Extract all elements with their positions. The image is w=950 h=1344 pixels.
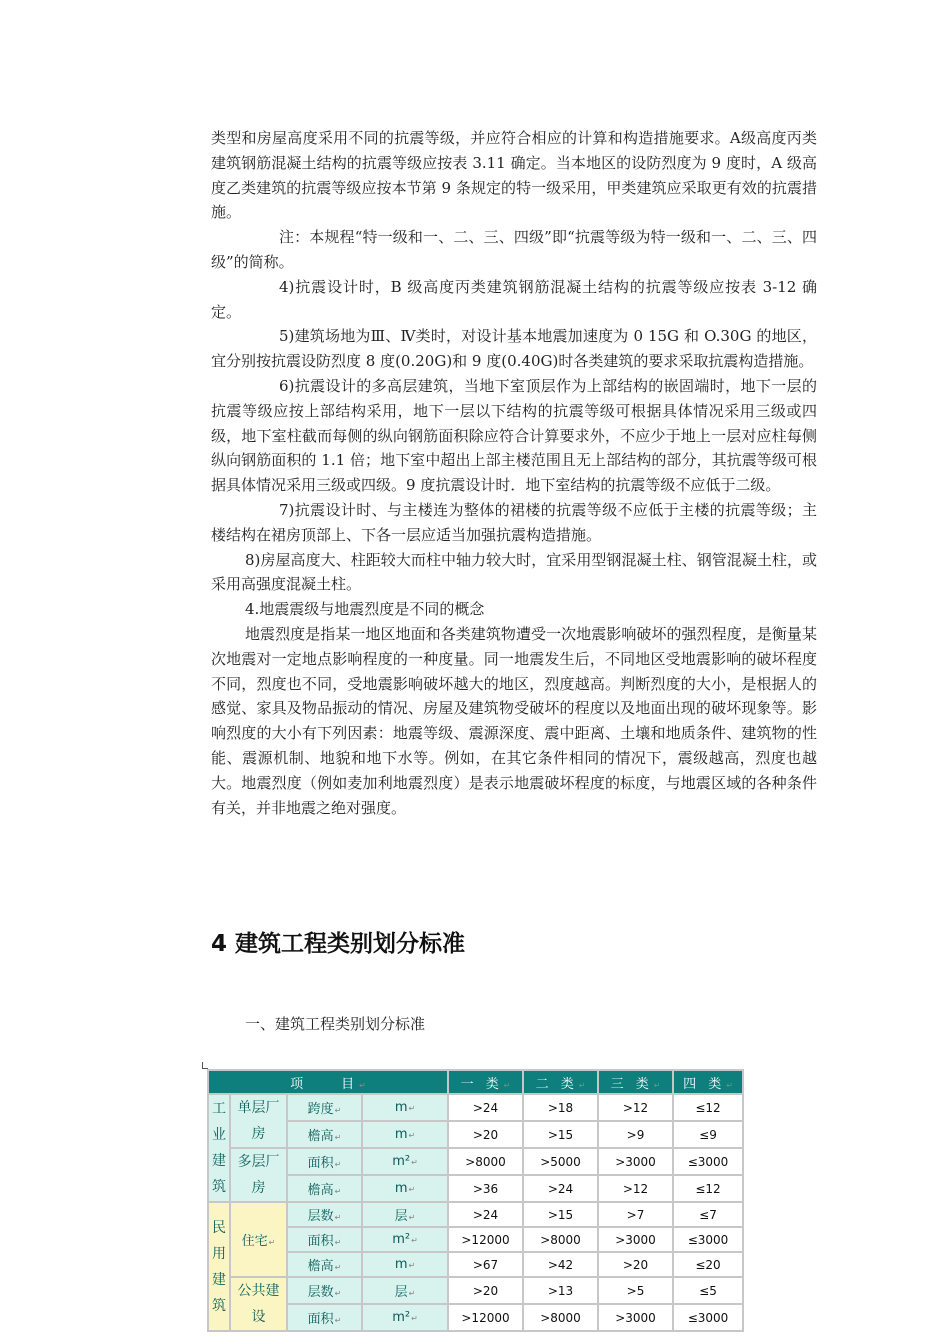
cell: ≤3000 <box>673 1227 743 1252</box>
cell: >20 <box>598 1252 673 1277</box>
cell: ≤12 <box>673 1175 743 1202</box>
row-item: 檐高↵ <box>287 1121 362 1148</box>
row-item: 面积↵ <box>287 1227 362 1252</box>
header-class-3: 三 类↵ <box>598 1070 673 1094</box>
paragraph: 注：本规程“特一级和一、二、三、四级”即“抗震等级为特一级和一、二、三、四级”的简称。 <box>211 228 817 271</box>
paragraph: 8)房屋高度大、柱距较大而柱中轴力较大时，宜采用型钢混凝土柱、钢管混凝土柱，或采用高强度混凝土柱。 <box>211 550 817 594</box>
row-unit: m↵ <box>362 1121 448 1148</box>
table-header-row <box>208 1070 743 1094</box>
row-unit: 层↵ <box>362 1277 448 1304</box>
row-item: 跨度↵ <box>287 1094 362 1121</box>
row-unit: m²↵ <box>362 1304 448 1331</box>
cell: ≤7 <box>673 1202 743 1227</box>
row-item: 层数↵ <box>287 1202 362 1227</box>
cell: >7 <box>598 1202 673 1227</box>
cell: ≤9 <box>673 1121 743 1148</box>
paragraph: 地震烈度是指某一地区地面和各类建筑物遭受一次地震影响破坏的强烈程度，是衡量某次地震对一定地点影响程度的一种度量。同一地震发生后，不同地区受地震影响的破坏程度不同，烈度也不同，受地震影响破坏越大的地区，烈度越高。判断烈度的大小，是根据人的感觉、家具及物品振动的情况、房屋及建筑物受破坏的程度以及地面出现的破坏现象等。影响烈度的大小有下列因素：地震等级、震源深度、震中距离、土壤和地质条件、建筑物的性能、震源机制、地貌和地下水等。例如，在其它条件相同的情况下，震级越高，烈度也越大。地震烈度（例如麦加利地震烈度）是表示地震破坏程度的标度，与地震区域的各种条件有关，并非地震之绝对强度。 <box>211 624 817 817</box>
paragraph: 4)抗震设计时，B 级高度丙类建筑钢筋混凝土结构的抗震等级应按表 3-12 确定。 <box>211 277 817 321</box>
body-text <box>211 126 817 820</box>
row-unit: m²↵ <box>362 1227 448 1252</box>
classification-table <box>207 1069 744 1332</box>
row-unit: m↵ <box>362 1252 448 1277</box>
header-class-2: 二 类↵ <box>523 1070 598 1094</box>
group-industrial: 工 业 建 筑 <box>208 1094 230 1202</box>
cell: >5 <box>598 1277 673 1304</box>
cell: >8000 <box>523 1304 598 1331</box>
table-row <box>208 1277 743 1304</box>
cell: ≤20 <box>673 1252 743 1277</box>
cell: >12000 <box>448 1227 523 1252</box>
cell: >3000 <box>598 1304 673 1331</box>
cell: >8000 <box>523 1227 598 1252</box>
cell: ≤3000 <box>673 1148 743 1175</box>
row-unit: m↵ <box>362 1175 448 1202</box>
cell: >3000 <box>598 1227 673 1252</box>
table-row <box>208 1304 743 1331</box>
row-unit: 层↵ <box>362 1202 448 1227</box>
cell: >42 <box>523 1252 598 1277</box>
cell: >12 <box>598 1175 673 1202</box>
cell: >12000 <box>448 1304 523 1331</box>
cell: >5000 <box>523 1148 598 1175</box>
cell: ≤5 <box>673 1277 743 1304</box>
cell: ≤3000 <box>673 1304 743 1331</box>
row-item: 檐高↵ <box>287 1175 362 1202</box>
paragraph: 6)抗震设计的多高层建筑，当地下室顶层作为上部结构的嵌固端时，地下一层的抗震等级应按上部结构采用，地下一层以下结构的抗震等级可根据具体情况采用三级或四级，地下室柱截而每侧的纵向钢筋面积除应符合计算要求外，不应少于地上一层对应柱每侧纵向钢筋面积的 1.1 倍；地下室中超出上部主楼范围且无上部结构的部分，其抗震等级可根据具体情况采用三级或四级。9 度抗震设计时．地下室结构的抗震等级不应低于二级。 <box>211 376 817 495</box>
row-item: 面积↵ <box>287 1148 362 1175</box>
row-unit: m²↵ <box>362 1148 448 1175</box>
table-row <box>208 1121 743 1148</box>
header-class-1: 一 类↵ <box>448 1070 523 1094</box>
cell: >20 <box>448 1121 523 1148</box>
table-row <box>208 1227 743 1252</box>
table-anchor-mark <box>202 1062 208 1069</box>
cell: >20 <box>448 1277 523 1304</box>
subheading: 一、建筑工程类别划分标准 <box>245 1015 426 1033</box>
table-row <box>208 1202 743 1227</box>
table-row <box>208 1148 743 1175</box>
cell: >9 <box>598 1121 673 1148</box>
residence: 住宅↵ <box>230 1202 287 1277</box>
row-item: 檐高↵ <box>287 1252 362 1277</box>
cell: >15 <box>523 1121 598 1148</box>
group-civil: 民 用 建 筑 <box>208 1202 230 1331</box>
cell: >67 <box>448 1252 523 1277</box>
cell: >24 <box>523 1175 598 1202</box>
paragraph: 5)建筑场地为Ⅲ、Ⅳ类时，对设计基本地震加速度为 0 15G 和 O.30G 的地区，宜分别按抗震设防烈度 8 度(0.20G)和 9 度(0.40G)时各类建筑的要求采取抗震构造措施。 <box>211 327 817 371</box>
single-factory: 单层厂 房 <box>230 1094 287 1148</box>
paragraph: 4.地震震级与地震烈度是不同的概念 <box>245 600 485 619</box>
cell: >36 <box>448 1175 523 1202</box>
cell: >13 <box>523 1277 598 1304</box>
header-item: 项 目↵ <box>208 1070 448 1094</box>
cell: >24 <box>448 1094 523 1121</box>
cell: >15 <box>523 1202 598 1227</box>
cell: >12 <box>598 1094 673 1121</box>
paragraph: 类型和房屋高度采用不同的抗震等级，并应符合相应的计算和构造措施要求。A级高度丙类建筑钢筋混凝土结构的抗震等级应按表 3.11 确定。当本地区的设防烈度为 9 度时，A 级高度乙类建筑的抗震等级应按本节第 9 条规定的特一级采用，甲类建筑应采取更有效的抗震措施。 <box>211 129 817 222</box>
paragraph: 7)抗震设计时、与主楼连为整体的裙楼的抗震等级不应低于主楼的抗震等级；主楼结构在裙房顶部上、下各一层应适当加强抗震构造措施。 <box>211 500 817 544</box>
row-unit: m↵ <box>362 1094 448 1121</box>
cell: ≤12 <box>673 1094 743 1121</box>
section-heading: 4 建筑工程类别划分标准 <box>211 931 466 957</box>
multi-factory: 多层厂 房 <box>230 1148 287 1202</box>
table-row <box>208 1094 743 1121</box>
cell: >18 <box>523 1094 598 1121</box>
row-item: 层数↵ <box>287 1277 362 1304</box>
table-row <box>208 1175 743 1202</box>
row-item: 面积↵ <box>287 1304 362 1331</box>
public-building: 公共建 设 <box>230 1277 287 1331</box>
cell: >24 <box>448 1202 523 1227</box>
cell: >3000 <box>598 1148 673 1175</box>
header-class-4: 四 类↵ <box>673 1070 743 1094</box>
table-row <box>208 1252 743 1277</box>
cell: >8000 <box>448 1148 523 1175</box>
